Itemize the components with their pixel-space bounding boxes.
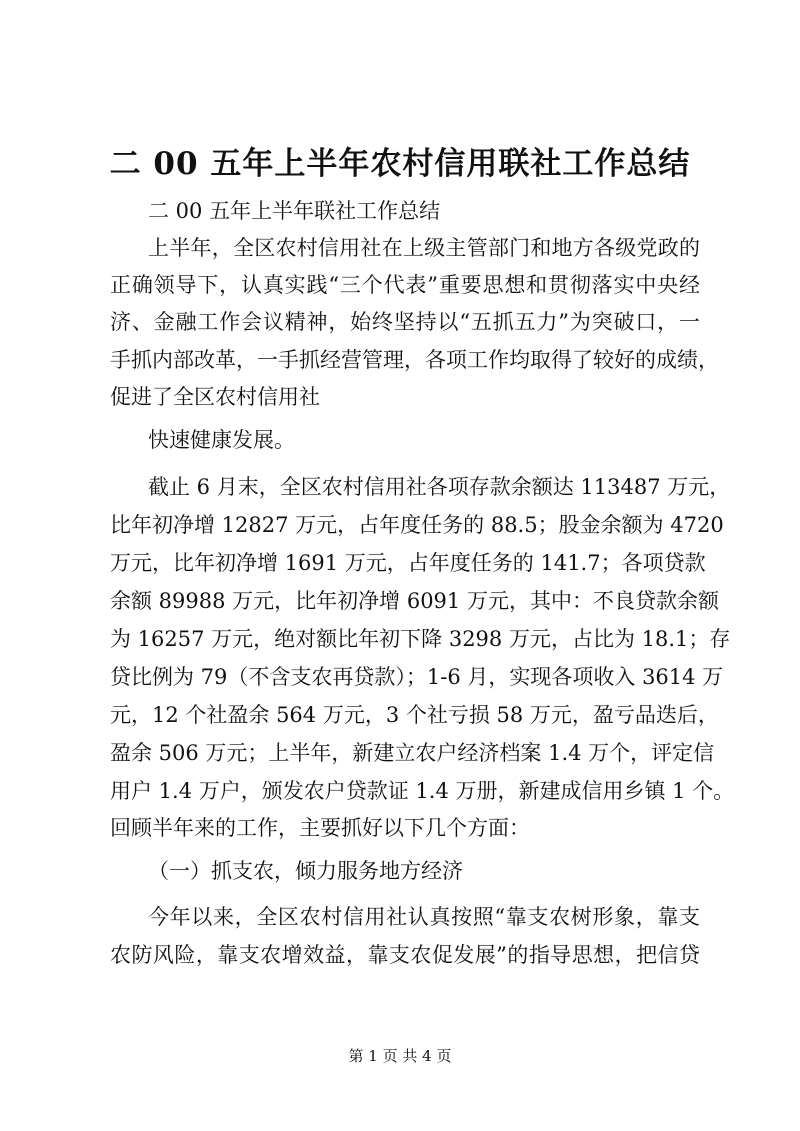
paragraph-line: 为 16257 万元，绝对额比年初下降 3298 万元，占比为 18.1；存 bbox=[110, 627, 731, 651]
paragraph-line: 促进了全区农村信用社 bbox=[110, 385, 320, 409]
document-title: 二 00 五年上半年农村信用联社工作总结 bbox=[109, 146, 691, 182]
paragraph-line: 用户 1.4 万户，颁发农户贷款证 1.4 万册，新建成信用乡镇 1 个。 bbox=[110, 779, 735, 803]
paragraph-line: 贷比例为 79（不含支农再贷款）；1-6 月，实现各项收入 3614 万 bbox=[110, 665, 724, 689]
paragraph-line: 农防风险，靠支农增效益，靠支农促发展”的指导思想，把信贷 bbox=[110, 943, 700, 967]
paragraph-line: 截止 6 月末，全区农村信用社各项存款余额达 113487 万元， bbox=[148, 475, 731, 499]
paragraph-line: 今年以来，全区农村信用社认真按照“靠支农树形象，靠支 bbox=[148, 905, 700, 929]
paragraph-line: 比年初净增 12827 万元，占年度任务的 88.5；股金余额为 4720 bbox=[110, 513, 724, 537]
paragraph-line: 盈余 506 万元；上半年，新建立农户经济档案 1.4 万个，评定信 bbox=[110, 741, 715, 765]
paragraph-line: 上半年，全区农村信用社在上级主管部门和地方各级党政的 bbox=[148, 236, 700, 260]
paragraph-line: 余额 89988 万元，比年初净增 6091 万元，其中：不良贷款余额 bbox=[110, 589, 719, 613]
paragraph-line: 万元，比年初净增 1691 万元，占年度任务的 141.7；各项贷款 bbox=[110, 551, 706, 575]
document-subtitle: 二 00 五年上半年联社工作总结 bbox=[148, 199, 441, 223]
paragraph-line: 元，12 个社盈余 564 万元，3 个社亏损 58 万元，盈亏品迭后， bbox=[110, 703, 719, 727]
paragraph-line: 回顾半年来的工作，主要抓好以下几个方面： bbox=[110, 816, 530, 840]
paragraph-line: 济、金融工作会议精神，始终坚持以“五抓五力”为突破口，一 bbox=[110, 310, 700, 334]
paragraph-line: 快速健康发展。 bbox=[148, 428, 295, 452]
paragraph-line: 手抓内部改革，一手抓经营管理，各项工作均取得了较好的成绩， bbox=[110, 348, 719, 372]
page-number: 第 1 页 共 4 页 bbox=[348, 1047, 452, 1065]
section-heading: （一）抓支农，倾力服务地方经济 bbox=[148, 859, 463, 883]
paragraph-line: 正确领导下，认真实践“三个代表”重要思想和贯彻落实中央经 bbox=[110, 273, 700, 297]
